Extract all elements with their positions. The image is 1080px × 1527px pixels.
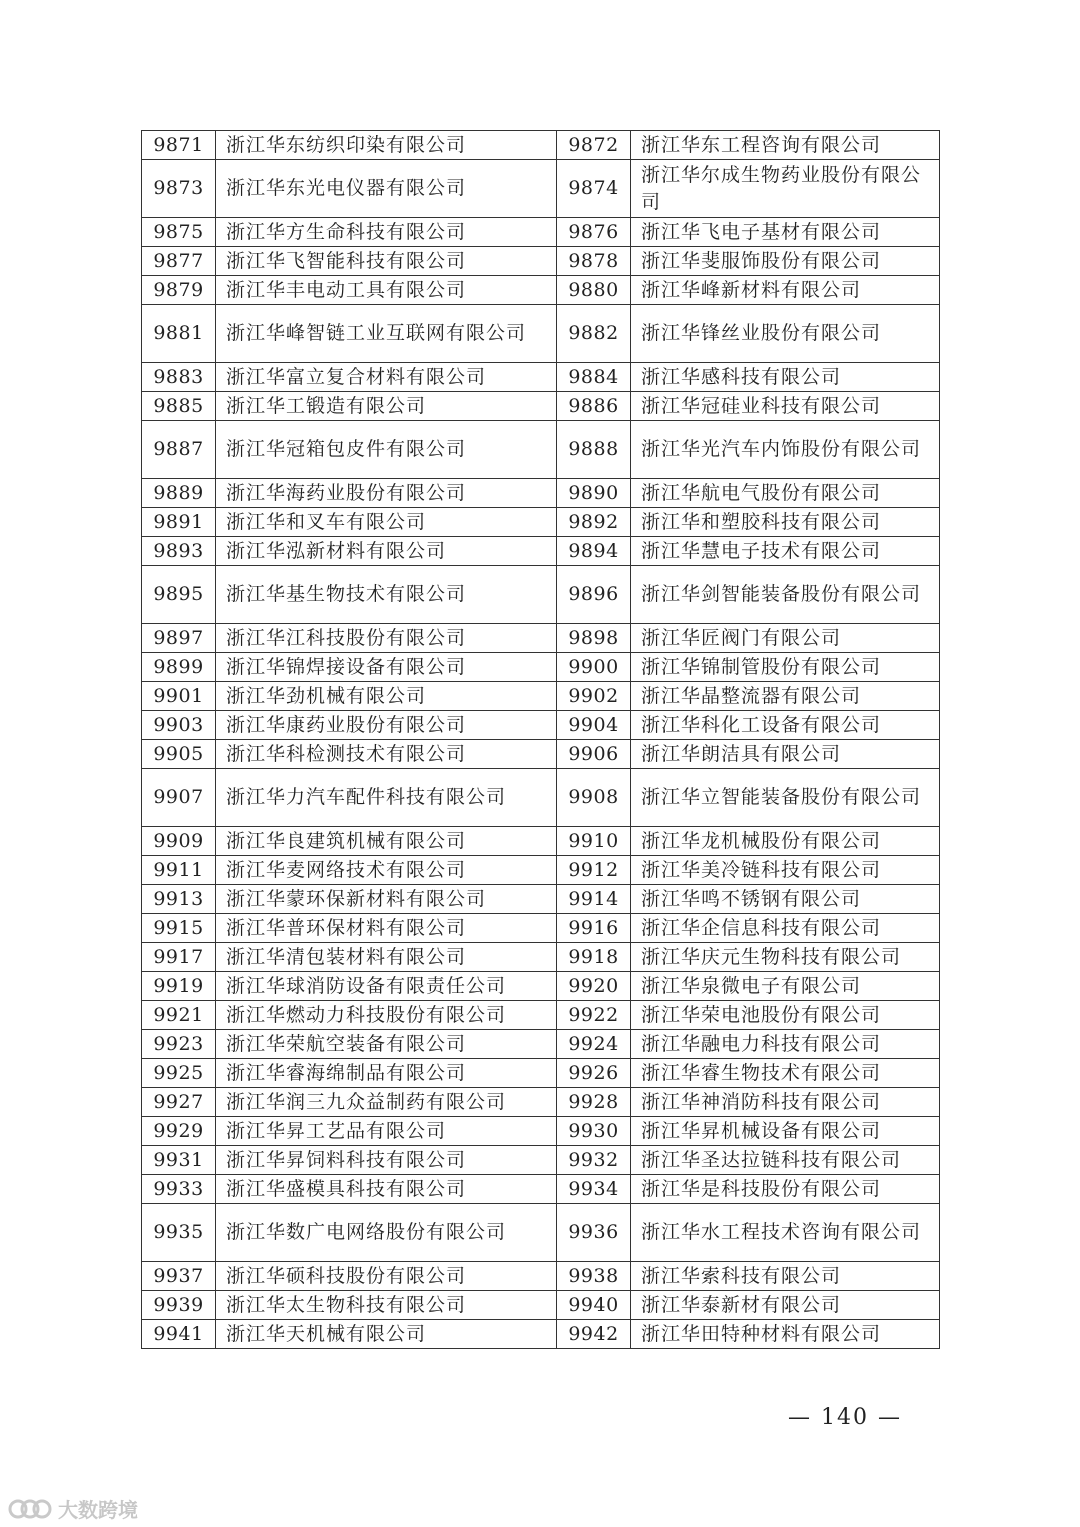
company-number-right: 9890	[557, 479, 631, 508]
company-name-right: 浙江华昇机械设备有限公司	[631, 1117, 940, 1146]
company-number-left: 9891	[142, 508, 216, 537]
company-number-left: 9881	[142, 305, 216, 363]
company-number-left: 9913	[142, 885, 216, 914]
company-number-left: 9887	[142, 421, 216, 479]
company-number-right: 9872	[557, 131, 631, 160]
company-name-left: 浙江华泓新材料有限公司	[216, 537, 557, 566]
company-number-right: 9874	[557, 160, 631, 218]
company-number-left: 9895	[142, 566, 216, 624]
company-name-left: 浙江华力汽车配件科技有限公司	[216, 769, 557, 827]
company-name-right: 浙江华尔成生物药业股份有限公司	[631, 160, 940, 218]
company-number-left: 9917	[142, 943, 216, 972]
table-row	[142, 276, 940, 305]
company-name-left: 浙江华燃动力科技股份有限公司	[216, 1001, 557, 1030]
company-name-right: 浙江华峰新材料有限公司	[631, 276, 940, 305]
table-row	[142, 566, 940, 624]
company-name-left: 浙江华荣航空装备有限公司	[216, 1030, 557, 1059]
watermark-text: 大数跨境	[58, 1498, 138, 1522]
company-number-right: 9936	[557, 1204, 631, 1262]
company-name-left: 浙江华东纺织印染有限公司	[216, 131, 557, 160]
company-number-left: 9905	[142, 740, 216, 769]
company-name-left: 浙江华硕科技股份有限公司	[216, 1262, 557, 1291]
company-number-right: 9908	[557, 769, 631, 827]
company-name-left: 浙江华天机械有限公司	[216, 1320, 557, 1349]
company-number-right: 9900	[557, 653, 631, 682]
company-number-left: 9915	[142, 914, 216, 943]
company-number-left: 9879	[142, 276, 216, 305]
table-row	[142, 1320, 940, 1349]
company-name-right: 浙江华田特种材料有限公司	[631, 1320, 940, 1349]
company-name-right: 浙江华晶整流器有限公司	[631, 682, 940, 711]
company-name-left: 浙江华东光电仪器有限公司	[216, 160, 557, 218]
company-number-right: 9884	[557, 363, 631, 392]
company-name-left: 浙江华球消防设备有限责任公司	[216, 972, 557, 1001]
company-number-left: 9873	[142, 160, 216, 218]
company-name-left: 浙江华冠箱包皮件有限公司	[216, 421, 557, 479]
company-number-left: 9935	[142, 1204, 216, 1262]
company-name-left: 浙江华富立复合材料有限公司	[216, 363, 557, 392]
company-name-left: 浙江华方生命科技有限公司	[216, 218, 557, 247]
company-name-left: 浙江华润三九众益制药有限公司	[216, 1088, 557, 1117]
table-row	[142, 479, 940, 508]
company-name-right: 浙江华融电力科技有限公司	[631, 1030, 940, 1059]
table-row	[142, 392, 940, 421]
company-number-right: 9914	[557, 885, 631, 914]
table-row	[142, 421, 940, 479]
table-row	[142, 711, 940, 740]
table-row	[142, 508, 940, 537]
watermark	[8, 1494, 138, 1523]
table-row	[142, 1175, 940, 1204]
company-number-right: 9926	[557, 1059, 631, 1088]
company-name-right: 浙江华是科技股份有限公司	[631, 1175, 940, 1204]
company-number-left: 9889	[142, 479, 216, 508]
company-name-right: 浙江华荣电池股份有限公司	[631, 1001, 940, 1030]
company-name-left: 浙江华数广电网络股份有限公司	[216, 1204, 557, 1262]
company-number-right: 9904	[557, 711, 631, 740]
table-row	[142, 885, 940, 914]
company-number-right: 9916	[557, 914, 631, 943]
company-number-left: 9941	[142, 1320, 216, 1349]
company-number-right: 9930	[557, 1117, 631, 1146]
company-number-left: 9939	[142, 1291, 216, 1320]
company-number-right: 9878	[557, 247, 631, 276]
company-name-right: 浙江华冠硅业科技有限公司	[631, 392, 940, 421]
company-number-right: 9910	[557, 827, 631, 856]
table-row	[142, 943, 940, 972]
company-name-left: 浙江华锦焊接设备有限公司	[216, 653, 557, 682]
company-name-right: 浙江华庆元生物科技有限公司	[631, 943, 940, 972]
company-number-left: 9919	[142, 972, 216, 1001]
company-number-left: 9927	[142, 1088, 216, 1117]
table-row	[142, 1030, 940, 1059]
table-row	[142, 218, 940, 247]
table-row	[142, 1262, 940, 1291]
company-number-left: 9871	[142, 131, 216, 160]
company-number-left: 9933	[142, 1175, 216, 1204]
company-name-right: 浙江华锋丝业股份有限公司	[631, 305, 940, 363]
company-number-right: 9898	[557, 624, 631, 653]
company-number-left: 9899	[142, 653, 216, 682]
company-name-left: 浙江华良建筑机械有限公司	[216, 827, 557, 856]
company-name-left: 浙江华盛模具科技有限公司	[216, 1175, 557, 1204]
company-name-left: 浙江华睿海绵制品有限公司	[216, 1059, 557, 1088]
company-number-left: 9937	[142, 1262, 216, 1291]
company-name-left: 浙江华飞智能科技有限公司	[216, 247, 557, 276]
company-name-left: 浙江华科检测技术有限公司	[216, 740, 557, 769]
company-number-left: 9931	[142, 1146, 216, 1175]
company-number-left: 9903	[142, 711, 216, 740]
table-row	[142, 363, 940, 392]
company-number-right: 9932	[557, 1146, 631, 1175]
company-number-left: 9893	[142, 537, 216, 566]
company-name-right: 浙江华神消防科技有限公司	[631, 1088, 940, 1117]
company-number-right: 9886	[557, 392, 631, 421]
company-number-left: 9911	[142, 856, 216, 885]
table-row	[142, 305, 940, 363]
table-row	[142, 131, 940, 160]
company-name-left: 浙江华和叉车有限公司	[216, 508, 557, 537]
table-row	[142, 624, 940, 653]
table-row	[142, 247, 940, 276]
company-name-right: 浙江华龙机械股份有限公司	[631, 827, 940, 856]
table-row	[142, 914, 940, 943]
company-number-right: 9924	[557, 1030, 631, 1059]
table-row	[142, 1117, 940, 1146]
company-name-right: 浙江华慧电子技术有限公司	[631, 537, 940, 566]
company-name-left: 浙江华工锻造有限公司	[216, 392, 557, 421]
company-number-left: 9875	[142, 218, 216, 247]
company-number-right: 9934	[557, 1175, 631, 1204]
table-row	[142, 1001, 940, 1030]
table-row	[142, 682, 940, 711]
company-number-left: 9883	[142, 363, 216, 392]
company-name-right: 浙江华斐服饰股份有限公司	[631, 247, 940, 276]
company-name-right: 浙江华圣达拉链科技有限公司	[631, 1146, 940, 1175]
company-number-right: 9938	[557, 1262, 631, 1291]
company-name-right: 浙江华水工程技术咨询有限公司	[631, 1204, 940, 1262]
company-number-right: 9940	[557, 1291, 631, 1320]
company-name-left: 浙江华昇工艺品有限公司	[216, 1117, 557, 1146]
table-row	[142, 856, 940, 885]
company-name-right: 浙江华美冷链科技有限公司	[631, 856, 940, 885]
company-number-left: 9925	[142, 1059, 216, 1088]
company-number-right: 9920	[557, 972, 631, 1001]
company-name-right: 浙江华泉微电子有限公司	[631, 972, 940, 1001]
company-number-left: 9877	[142, 247, 216, 276]
company-list-table	[141, 130, 940, 1349]
company-number-left: 9921	[142, 1001, 216, 1030]
company-name-left: 浙江华江科技股份有限公司	[216, 624, 557, 653]
company-name-right: 浙江华和塑胶科技有限公司	[631, 508, 940, 537]
company-name-right: 浙江华泰新材有限公司	[631, 1291, 940, 1320]
company-name-right: 浙江华匠阀门有限公司	[631, 624, 940, 653]
company-name-left: 浙江华麦网络技术有限公司	[216, 856, 557, 885]
table-row	[142, 1204, 940, 1262]
table-row	[142, 1088, 940, 1117]
table-row	[142, 160, 940, 218]
company-name-left: 浙江华康药业股份有限公司	[216, 711, 557, 740]
company-number-right: 9942	[557, 1320, 631, 1349]
company-name-right: 浙江华立智能装备股份有限公司	[631, 769, 940, 827]
company-number-left: 9901	[142, 682, 216, 711]
company-name-right: 浙江华科化工设备有限公司	[631, 711, 940, 740]
company-number-left: 9929	[142, 1117, 216, 1146]
company-name-left: 浙江华峰智链工业互联网有限公司	[216, 305, 557, 363]
company-number-right: 9928	[557, 1088, 631, 1117]
company-name-left: 浙江华普环保材料有限公司	[216, 914, 557, 943]
company-number-right: 9894	[557, 537, 631, 566]
company-name-right: 浙江华飞电子基材有限公司	[631, 218, 940, 247]
company-number-left: 9923	[142, 1030, 216, 1059]
table-row	[142, 1146, 940, 1175]
company-name-right: 浙江华锦制管股份有限公司	[631, 653, 940, 682]
company-number-right: 9882	[557, 305, 631, 363]
company-number-right: 9912	[557, 856, 631, 885]
company-name-right: 浙江华航电气股份有限公司	[631, 479, 940, 508]
company-name-left: 浙江华太生物科技有限公司	[216, 1291, 557, 1320]
table-row	[142, 740, 940, 769]
company-name-right: 浙江华索科技有限公司	[631, 1262, 940, 1291]
table-body	[142, 131, 940, 1349]
company-name-right: 浙江华企信息科技有限公司	[631, 914, 940, 943]
table-row	[142, 972, 940, 1001]
company-number-right: 9896	[557, 566, 631, 624]
page-number: — 140 —	[788, 1405, 902, 1430]
company-number-right: 9906	[557, 740, 631, 769]
table-row	[142, 769, 940, 827]
company-number-right: 9902	[557, 682, 631, 711]
company-number-left: 9897	[142, 624, 216, 653]
logo-icon	[8, 1496, 52, 1522]
company-number-left: 9907	[142, 769, 216, 827]
company-name-right: 浙江华光汽车内饰股份有限公司	[631, 421, 940, 479]
company-name-right: 浙江华朗洁具有限公司	[631, 740, 940, 769]
company-number-right: 9876	[557, 218, 631, 247]
company-number-right: 9892	[557, 508, 631, 537]
company-name-right: 浙江华剑智能装备股份有限公司	[631, 566, 940, 624]
company-number-left: 9885	[142, 392, 216, 421]
table-row	[142, 1291, 940, 1320]
company-name-left: 浙江华蒙环保新材料有限公司	[216, 885, 557, 914]
company-name-left: 浙江华劲机械有限公司	[216, 682, 557, 711]
company-name-left: 浙江华基生物技术有限公司	[216, 566, 557, 624]
table-row	[142, 537, 940, 566]
table-row	[142, 653, 940, 682]
table-row	[142, 1059, 940, 1088]
company-number-right: 9880	[557, 276, 631, 305]
company-name-right: 浙江华感科技有限公司	[631, 363, 940, 392]
company-number-left: 9909	[142, 827, 216, 856]
company-name-left: 浙江华海药业股份有限公司	[216, 479, 557, 508]
company-name-left: 浙江华丰电动工具有限公司	[216, 276, 557, 305]
company-name-right: 浙江华东工程咨询有限公司	[631, 131, 940, 160]
company-name-right: 浙江华鸣不锈钢有限公司	[631, 885, 940, 914]
table-row	[142, 827, 940, 856]
company-number-right: 9888	[557, 421, 631, 479]
company-name-left: 浙江华清包装材料有限公司	[216, 943, 557, 972]
company-number-right: 9918	[557, 943, 631, 972]
company-number-right: 9922	[557, 1001, 631, 1030]
company-name-left: 浙江华昇饲料科技有限公司	[216, 1146, 557, 1175]
company-name-right: 浙江华睿生物技术有限公司	[631, 1059, 940, 1088]
